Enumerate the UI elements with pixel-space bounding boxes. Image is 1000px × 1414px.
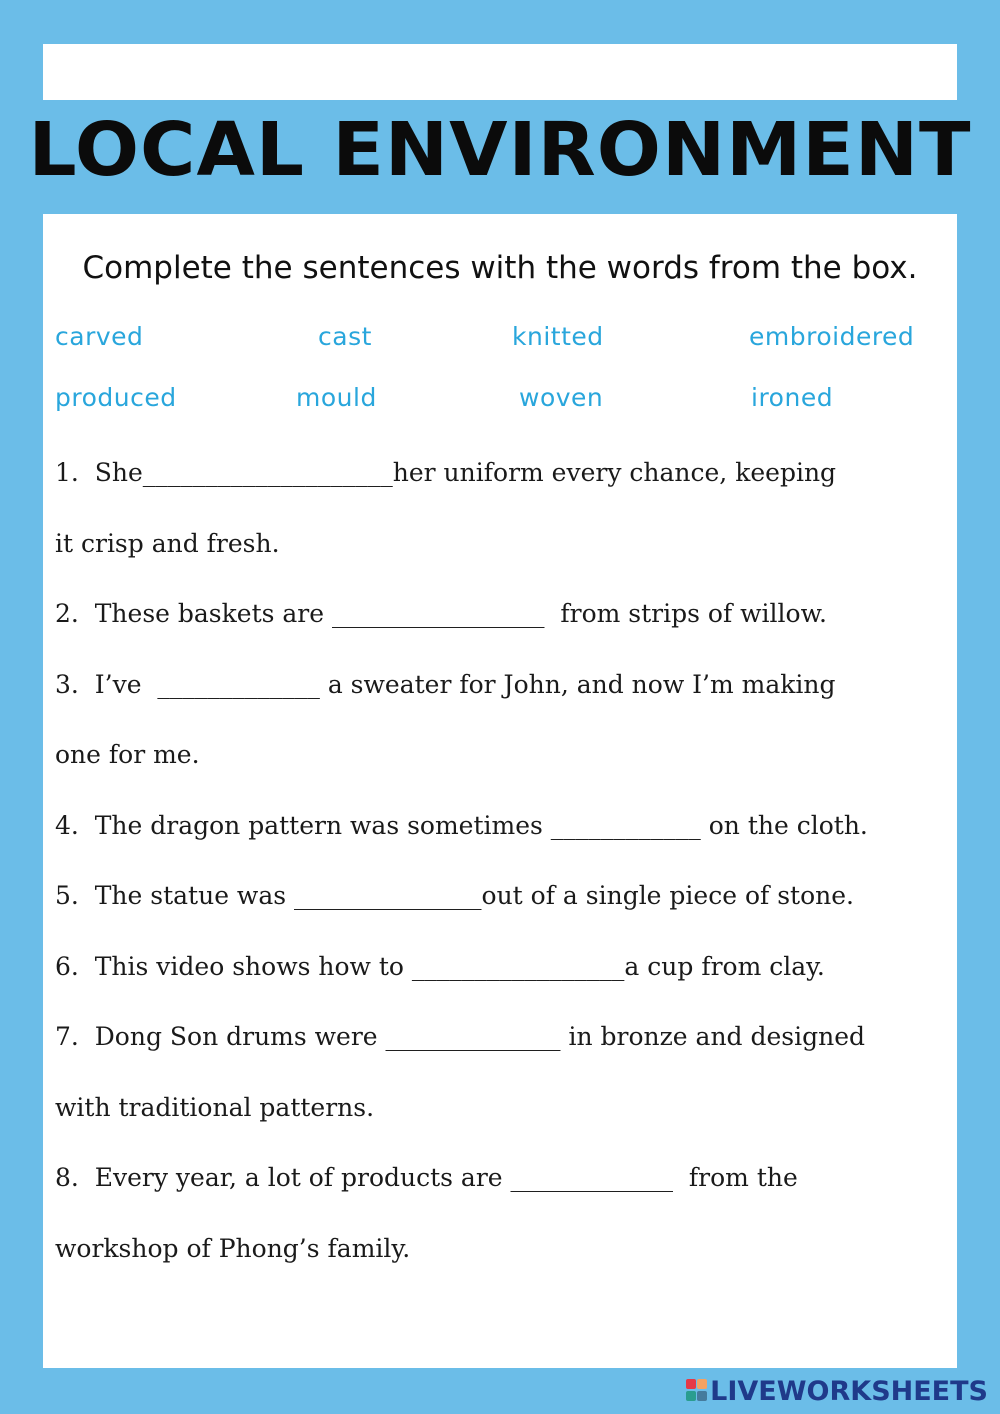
liveworksheets-logo[interactable] [686, 1372, 988, 1410]
question-7-cont: with traditional patterns. [55, 1093, 375, 1122]
question-4: 4. The dragon pattern was sometimes ____________ on the cloth. [55, 811, 868, 840]
worksheet [43, 214, 957, 1368]
question-5: 5. The statue was _______________out of a single piece of stone. [55, 881, 854, 910]
word-carved: carved [55, 322, 144, 351]
question-6: 6. This video shows how to _________________a cup from clay. [55, 952, 825, 981]
question-2: 2. These baskets are _________________ from strips of willow. [55, 599, 827, 628]
word-mould: mould [296, 383, 377, 412]
question-8: 8. Every year, a lot of products are _____________ from the [55, 1163, 798, 1192]
question-1-cont: it crisp and fresh. [55, 529, 280, 558]
question-1: 1. She____________________her uniform every chance, keeping [55, 458, 837, 487]
top-strip [43, 44, 957, 100]
word-embroidered: embroidered [749, 322, 915, 351]
word-knitted: knitted [512, 322, 604, 351]
word-woven: woven [519, 383, 604, 412]
question-3-cont: one for me. [55, 740, 200, 769]
instruction: Complete the sentences with the words from the box. [82, 250, 918, 286]
question-7: 7. Dong Son drums were ______________ in bronze and designed [55, 1022, 866, 1051]
page-title: LOCAL ENVIRONMENT [28, 107, 972, 193]
brand-name: LIVEWORKSHEETS [710, 1375, 988, 1407]
word-cast: cast [318, 322, 372, 351]
word-ironed: ironed [751, 383, 834, 412]
question-3: 3. I’ve _____________ a sweater for John, and now I’m making [55, 670, 836, 699]
word-produced: produced [55, 383, 177, 412]
liveworksheets-icon [686, 1379, 708, 1403]
question-8-cont: workshop of Phong’s family. [55, 1234, 411, 1263]
